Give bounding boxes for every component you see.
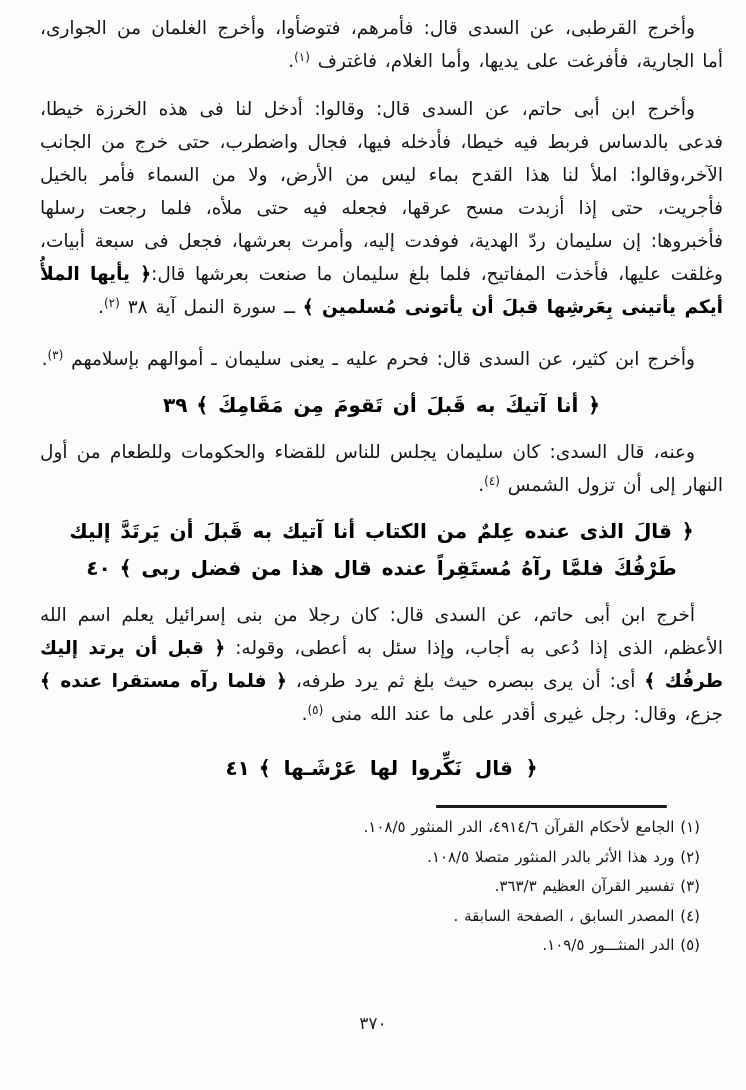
paragraph-greatest-name [40,599,723,733]
paragraph-suddi-judging [40,436,723,504]
footnote-ref-1: (١) [294,50,310,64]
verse-heading-40 [40,513,723,587]
footnote-4: (٤) المصدر السابق ، الصفحة السابقة . [453,906,700,925]
footnote-separator [436,805,667,808]
paragraph-ibn-abi-hatim-period: . [98,297,104,318]
footnote-1: (١) الجامع لأحكام القرآن ٤٩١٤/٦، الدر المنثور ١٠٨/٥. [363,818,700,836]
footnote-ref-4: (٤) [484,474,500,488]
paragraph-suddi-judging-text: وعنه، قال السدى: كان سليمان يجلس للناس للقضاء والحكومات وللطعام من أول النهار إلى أن تزول الشمس [40,442,723,496]
verse-39-text: ﴿ أنا آتيكَ به قَبلَ أن تَقومَ مِن مَقَامِكَ ﴾ [196,393,600,417]
verse-40-text: ﴿ قالَ الذى عنده عِلمٌ من الكتاب أنا آتيك به قَبلَ أن يَرتَدَّ إليك طَرْفُكَ فلمَّا رآهُ مُستَقِراً عنده قال هذا من فضل ربى ﴾ [69,519,694,580]
paragraph-greatest-name-text-c: جزع، وقال: رجل غيرى أقدر على ما عند الله منى [323,704,723,725]
paragraph-throne-disguised [40,799,723,800]
footnote-3: (٣) تفسير القرآن العظيم ٣٦٣/٣. [494,877,700,895]
page-number: ٣٧٠ [359,1014,387,1034]
paragraph-greatest-name-text-b: أى: أن يرى ببصره حيث بلغ ثم يرد طرفه، [286,671,645,692]
quran-quote-tarfuk: ﴿ قبل أن يرتد إليك طرفُك ﴾ [40,638,723,692]
paragraph-greatest-name-text-a: أخرج ابن أبى حاتم، عن السدى قال: كان رجلا من بنى إسرائيل يعلم اسم الله الأعظم، الذى إذا دُعى به أجاب، وإذا سئل به أعطى، وقوله: [40,605,723,659]
paragraph-qurtubi-text: وأخرج القرطبى، عن السدى قال: فأمرهم، فتوضأوا، وأخرج الغلمان من الجوارى، أما الجارية، فأفرغت على يديها، وأما الغلام، فاغترف [40,18,723,72]
paragraph-greatest-name-period: . [301,704,308,725]
footnotes-block [40,813,700,961]
quote-source-naml-38: ــ سورة النمل آية ٣٨ [119,297,303,318]
footnote-ref-2: (٢) [103,296,120,310]
verse-41-number: ٤١ [225,756,250,780]
quran-quote-naml-38: ﴿ يأيها الملأُ أيكم يأتينى بِعَرشِها قبلَ أن يأتونى مُسلمين ﴾ [40,264,723,318]
paragraph-ibn-kathir-text: وأخرج ابن كثير، عن السدى قال: فحرم عليه ـ يعنى سليمان ـ أموالهم بإسلامهم [63,349,695,370]
main-text-column [40,12,723,800]
verse-39-number: ٣٩ [162,393,188,417]
verse-heading-41 [40,750,723,787]
paragraph-ibn-abi-hatim-text: وأخرج ابن أبى حاتم، عن السدى قال: وقالوا: أدخل لنا فى هذه الخرزة خيطا، فدعى بالدساس فربط فيه خيطا، فأدخله فيها، فجال واضطرب، حتى خرج من الجانب الآخر،وقالوا: املأ لنا هذا القدح بماء ليس من الأرض، ولا من السماء فأمر بالخيل فأجريت، حتى إذا أزبدت مسح عرقها، فجعله فيه حتى ملأه، فلما رجعت رسلها فأخبروها: إن سليمان ردّ الهدية، فوفدت إليه، وأمرت بعرشها، فجعل فى سبعة أبيات، وغلقت عليها، فأخذت المفاتيح، فلما بلغ سليمان ما صنعت بعرشها قال: [40,99,723,285]
footnote-5: (٥) الدر المنثـــور ١٠٩/٥. [542,936,700,954]
footnote-ref-3: (٣) [47,348,64,362]
paragraph-ibn-abi-hatim [40,93,723,326]
quran-quote-mustaqirran: ﴿ فلما رآه مستقرا عنده ﴾ [40,671,287,692]
paragraph-suddi-judging-period: . [478,475,485,496]
paragraph-qurtubi-period: . [288,51,295,72]
paragraph-qurtubi [40,12,723,80]
paragraph-ibn-kathir-period: . [41,349,48,370]
footnote-2: (٢) ورد هذا الأثر بالدر المنثور متصلا ١٠٨/٥. [427,847,700,866]
verse-40-number: ٤٠ [86,556,111,580]
paragraph-ibn-kathir [40,343,723,378]
verse-41-text: ﴿ قال نَكِّروا لها عَرْشَـها ﴾ [258,756,538,780]
footnote-ref-5: (٥) [307,703,324,717]
verse-heading-39 [40,387,723,424]
